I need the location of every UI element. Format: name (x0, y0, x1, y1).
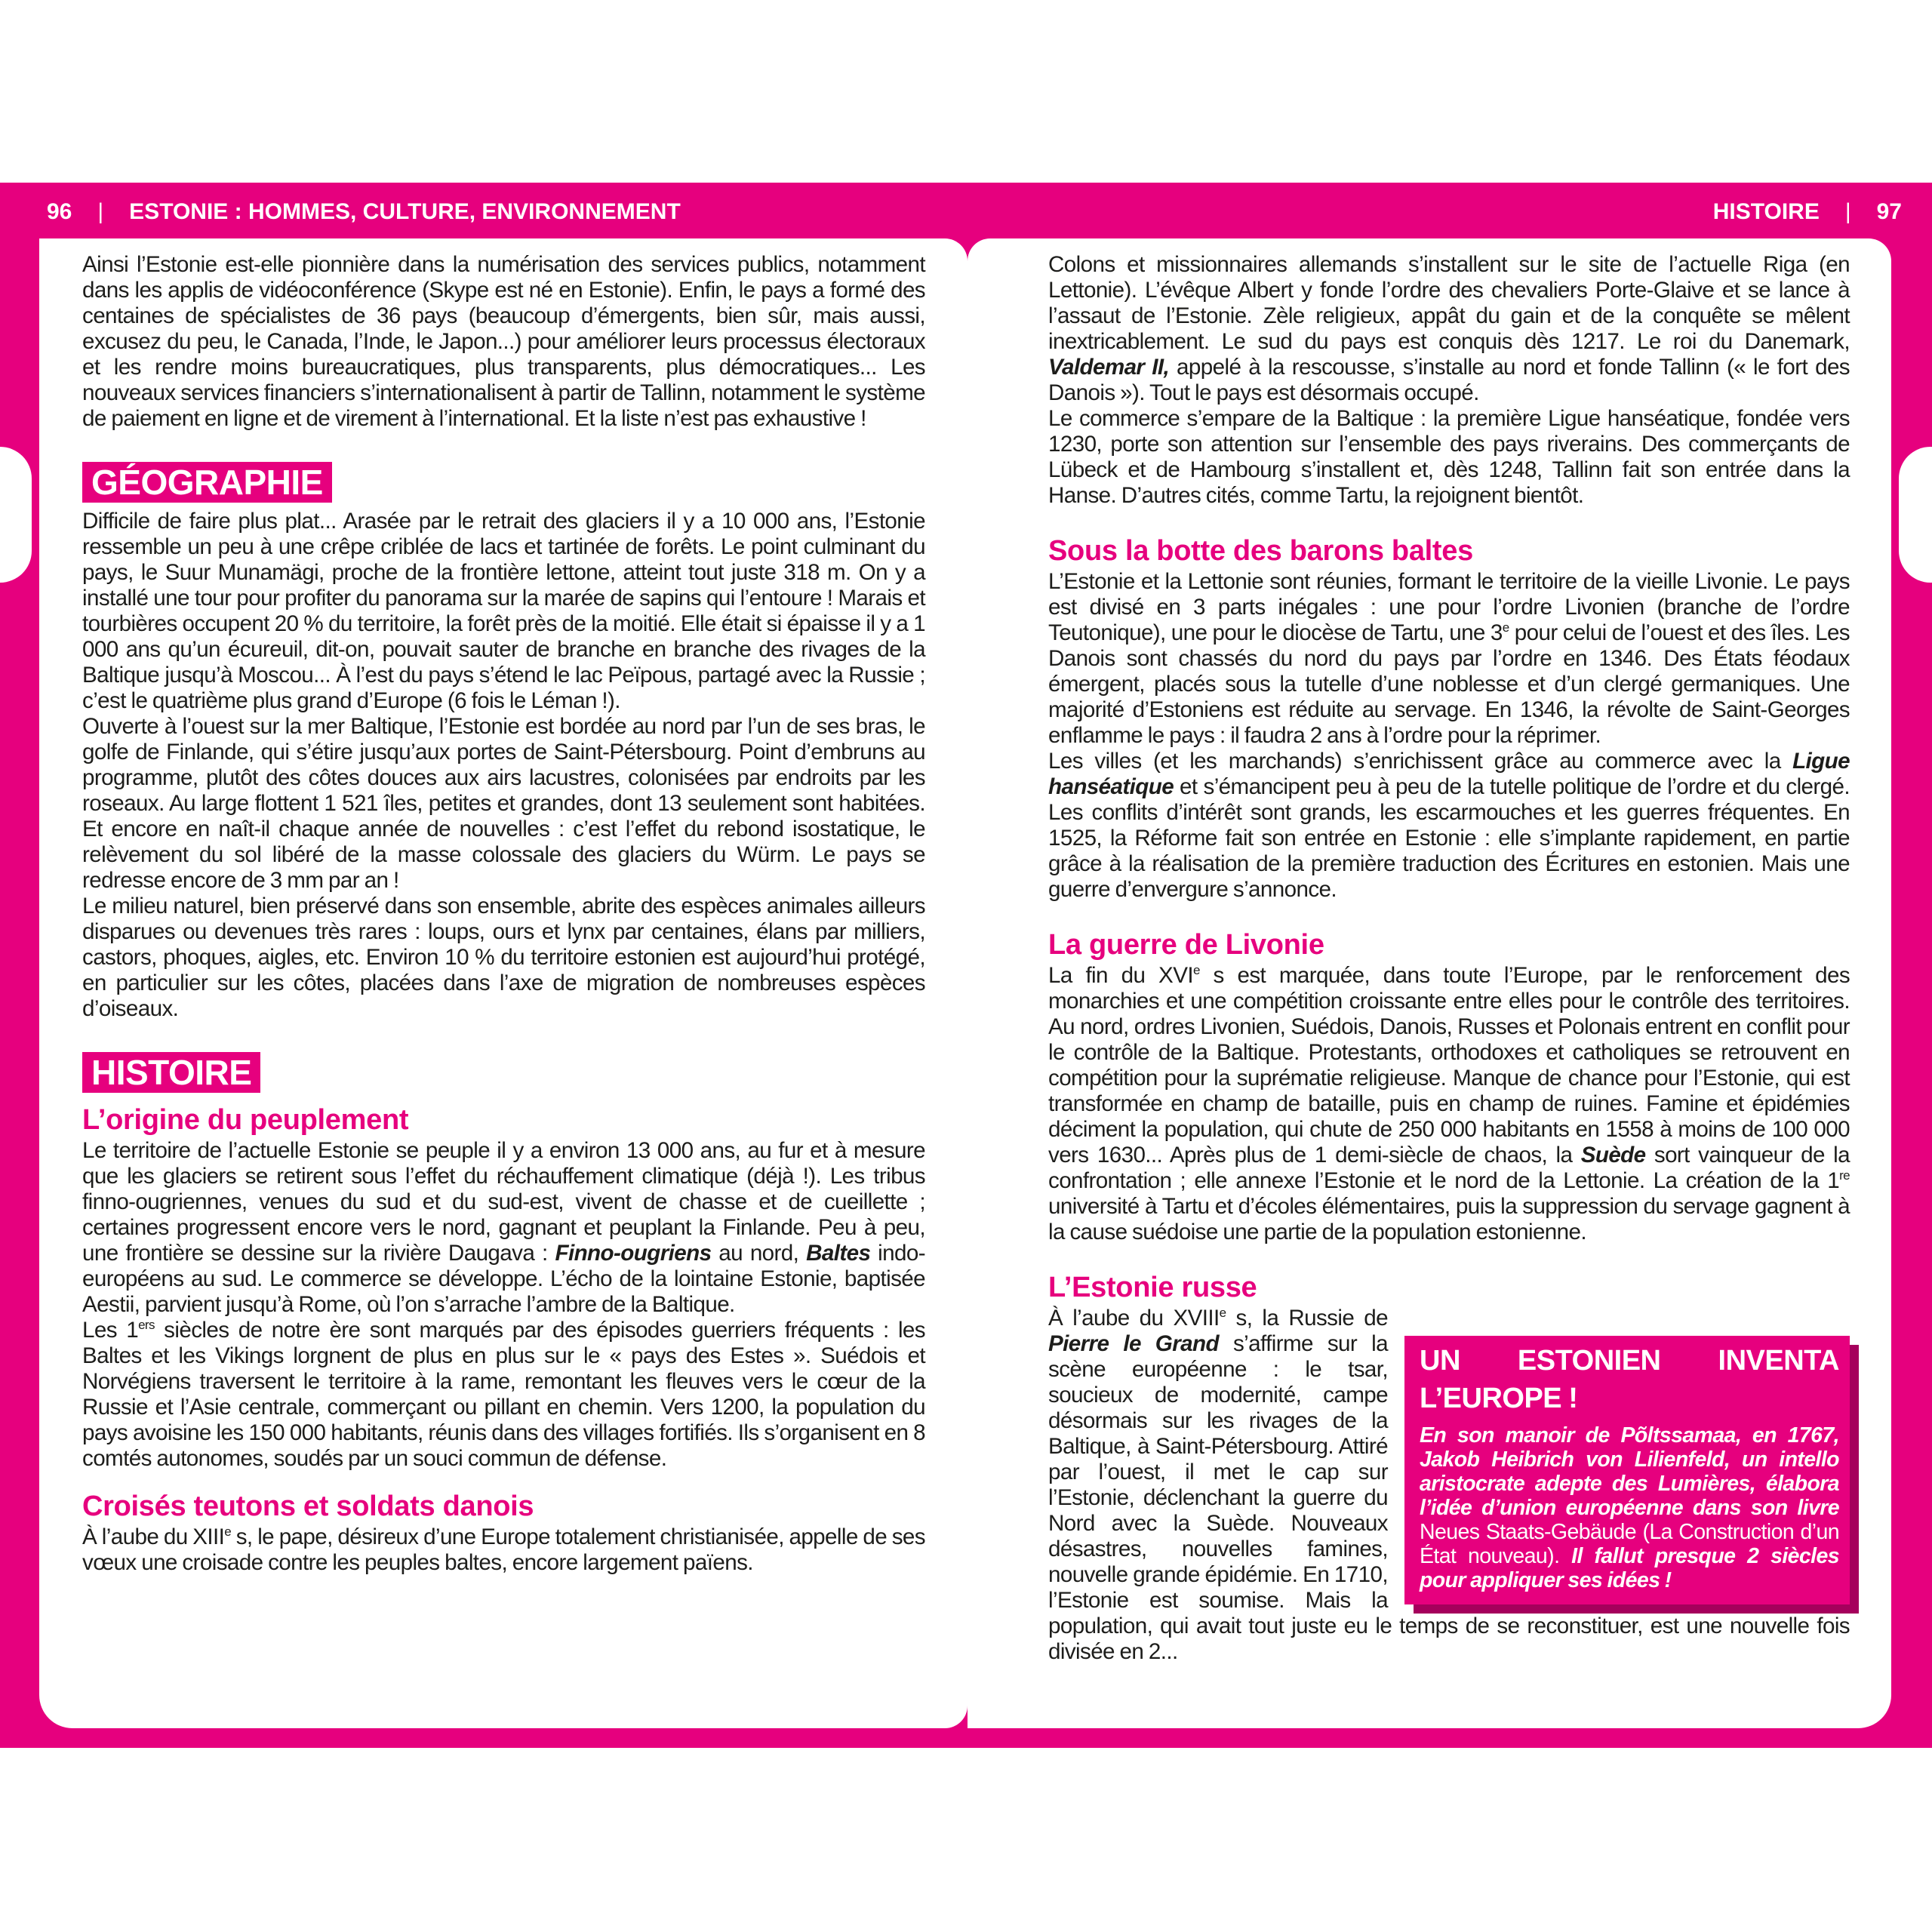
callout-inner (1404, 1336, 1850, 1604)
intro-paragraph: Ainsi l’Estonie est-elle pionnière dans la numérisation des services publics, notamment dans les applis de vidéoconférence (Skype est né en Estonie). Enfin, le pays a formé des centaines de spécialistes de 36 pays (beaucoup d’émergents, bien sûr, mais aussi, excusez du peu, le Canada, l’Inde, le Japon...) pour améliorer leurs processus électoraux et les rendre moins bureaucratiques, plus transparents, plus démocratiques... Les nouveaux services financiers s’internationalisent à partir de Tallinn, notamment le système de paiement en ligne et de virement à l’international. Et la liste n’est pas exhaustive ! (82, 252, 925, 431)
subheading-barons: Sous la botte des barons baltes (1048, 535, 1473, 567)
page-number-left: 96 (47, 199, 72, 224)
section-title-header: HISTOIRE (1712, 199, 1820, 224)
geo-paragraph-1: Difficile de faire plus plat... Arasée par le retrait des glaciers il y a 10 000 ans, l’Estonie ressemble un peu à une crêpe criblée de lacs et tartinée de forêts. Le point culminant du pays, le Suur Munamägi, proche de la frontière lettone, atteint tout juste 318 m. On y a installé une tour pour profiter du panorama sur la marée de sapins qui l’entoure ! Marais et tourbières occupent 20 % du territoire, la forêt près de la moitié. Elle était si épaisse il y a 1 000 ans qu’un écureuil, dit-on, pouvait sauter de branche en branche des rivages de la Baltique jusqu’à Moscou... À l’est du pays s’étend le lac Peïpous, partagé avec la Russie ; c’est le quatrième plus grand d’Europe (6 fois le Léman !). (82, 509, 925, 713)
section-heading-histoire: HISTOIRE (82, 1052, 260, 1093)
livonie-paragraph: La fin du XVIe s est marquée, dans toute l’Europe, par le renforcement des monarchies et une compétition croissante entre elles pour le contrôle des territoires. Au nord, ordres Livonien, Suédois, Danois, Russes et Polonais entrent en conflit pour le contrôle de la Baltique. Protestants, orthodoxes et catholiques se retrouvent en compétition pour la suprématie religieuse. Manque de chance pour l’Estonie, qui est transformée en champ de bataille, puis en champ de ruines. Famine et épidémies déciment la population, qui chute de 250 000 habitants en 1558 à moins de 100 000 vers 1630... Après plus de 1 demi-siècle de chaos, la Suède sort vainqueur de la confrontation ; elle annexe l’Estonie et le nord de la Lettonie. La création de la 1re université à Tartu et d’écoles élémentaires, puis la suppression du servage gagnent à la cause suédoise une partie de la population estonienne. (1048, 963, 1850, 1244)
croises-paragraph: À l’aube du XIIIe s, le pape, désireux d’une Europe totalement christianisée, appelle de ses vœux une croisade contre les peuples baltes, encore largement païens. (82, 1524, 925, 1575)
subheading-livonie: La guerre de Livonie (1048, 929, 1324, 961)
barons-paragraph-2: Les villes (et les marchands) s’enrichissent grâce au commerce avec la Ligue hanséatique et s’émancipent peu à peu de la tutelle politique de l’ordre et du clergé. Les conflits d’intérêt sont grands, les escarmouches et les guerres fréquentes. En 1525, la Réforme fait son entrée en Estonie : elle s’implante rapidement, en partie grâce à la réalisation de la première traduction des Écritures en estonien. Mais une guerre d’envergure s’annonce. (1048, 749, 1850, 902)
header-separator: | (97, 199, 104, 224)
geo-paragraph-3: Le milieu naturel, bien préservé dans son ensemble, abrite des espèces animales ailleurs disparues ou devenues très rares : loups, ours et lynx par centaines, élans par milliers, castors, phoques, aigles, etc. Environ 10 % du territoire estonien est aujourd’hui protégé, en particulier sur les côtes, placées dans l’axe de migration de nombreuses espèces d’oiseaux. (82, 894, 925, 1021)
subheading-estonie-russe: L’Estonie russe (1048, 1272, 1257, 1303)
callout-box (1404, 1336, 1850, 1604)
right-page (968, 238, 1891, 1728)
colons-paragraph: Colons et missionnaires allemands s’installent sur le site de l’actuelle Riga (en Lettonie). L’évêque Albert y fonde l’ordre des chevaliers Porte-Glaive et se lance à l’assaut de l’Estonie. Zèle religieux, appât du gain et de la conquête se mêlent inextricablement. Le sud du pays est conquis dès 1217. Le roi du Danemark, Valdemar II, appelé à la rescousse, s’installe au nord et fonde Tallinn (« le fort des Danois »). Tout le pays est désormais occupé. (1048, 252, 1850, 405)
russe-paragraph: UN ESTONIEN INVENTA L’EUROPE ! En son manoir de Põltssamaa, en 1767, Jakob Heibrich von Lilienfeld, un intello aristocrate adepte des Lumières, élabora l’idée d’union européenne dans son livre Neues Staats-Gebäude (La Construction d’un État nouveau). Il fallut presque 2 siècles pour appliquer ses idées ! À l’aube du XVIIIe s, la Russie de Pierre le Grand s’affirme sur la scène européenne : le tsar, soucieux de modernité, campe désormais sur les rivages de la Baltique, à Saint-Pétersbourg. Attiré par l’ouest, il met le cap sur l’Estonie, déclenchant la guerre du Nord avec la Suède. Nouveaux désastres, nouvelles famines, nouvelle grande épidémie. En 1710, l’Estonie est soumise. Mais la population, qui avait tout juste eu le temps de se reconstituer, est une nouvelle fois divisée en 2... (1048, 1306, 1850, 1665)
emphasis-baltes: Baltes (806, 1241, 871, 1266)
left-page (39, 238, 968, 1728)
geo-paragraph-2: Ouverte à l’ouest sur la mer Baltique, l’Estonie est bordée au nord par l’un de ses bras, le golfe de Finlande, qui s’étire jusqu’aux portes de Saint-Pétersbourg. Point d’embruns au programme, plutôt des côtes douces aux airs lacustres, colonisées par endroits par les roseaux. Au large flottent 1 521 îles, petites et grandes, dont 13 seulement sont habitées. Et encore en naît-il chaque année de nouvelles : c’est l’effet du rebond isostatique, le relèvement du sol libéré de la masse colossale des glaciers du Würm. Le pays se redresse encore de 3 mm par an ! (82, 714, 925, 893)
thumb-notch-left (0, 447, 32, 583)
emphasis-finno-ougriens: Finno-ougriens (555, 1241, 712, 1266)
emphasis-ligue-hanseatique: Ligue hanséatique (1048, 749, 1850, 799)
chapter-title: ESTONIE : HOMMES, CULTURE, ENVIRONNEMENT (129, 199, 681, 224)
emphasis-pierre-le-grand: Pierre le Grand (1048, 1331, 1219, 1356)
subheading-croises: Croisés teutons et soldats danois (82, 1491, 534, 1522)
origin-paragraph-2: Les 1ers siècles de notre ère sont marqués par des épisodes guerriers fréquents : les Baltes et les Vikings lorgnent de plus en plus sur le « pays des Estes ». Suédois et Norvégiens traversent le territoire à la rame, remontant les fleuves vers le cœur de la Russie et l’Asie centrale, commerçant ou pillant en chemin. Vers 1200, la population du pays avoisine les 150 000 habitants, réunis dans des villages fortifiés. Ils s’organisent en 8 comtés autonomes, soudés par un souci commun de défense. (82, 1318, 925, 1471)
left-column (82, 252, 925, 1576)
right-column (1048, 252, 1850, 1665)
header-separator: | (1844, 199, 1851, 224)
emphasis-suede: Suède (1580, 1143, 1646, 1168)
commerce-paragraph: Le commerce s’empare de la Baltique : la première Ligue hanséatique, fondée vers 1230, porte son attention sur l’ensemble des pays riverains. Des commerçants de Lübeck et de Hambourg s’installent et, dès 1248, Tallinn fait son entrée dans la Hanse. D’autres cités, comme Tartu, la rejoignent bientôt. (1048, 406, 1850, 508)
page-number-right: 97 (1876, 199, 1902, 224)
subheading-origine: L’origine du peuplement (82, 1104, 409, 1136)
barons-paragraph-1: L’Estonie et la Lettonie sont réunies, formant le territoire de la vieille Livonie. Le pays est divisé en 3 parts inégales : une pour l’ordre Livonien (branche de l’ordre Teutonique), une pour le diocèse de Tartu, une 3e pour celui de l’ouest et des îles. Les Danois sont chassés du nord du pays par l’ordre en 1346. Des États féodaux émergent, placés sous la tutelle d’une noblesse et d’un clergé germaniques. Une majorité d’Estoniens est réduite au servage. En 1346, la révolte de Saint-Georges enflamme le pays : il faudra 2 ans à l’ordre pour la réprimer. (1048, 569, 1850, 748)
running-header-left (47, 195, 681, 229)
section-heading-geographie: GÉOGRAPHIE (82, 462, 332, 503)
thumb-notch-right (1899, 447, 1932, 583)
running-header-right (1713, 195, 1902, 229)
callout-title: UN ESTONIEN INVENTA L’EUROPE ! (1420, 1345, 1839, 1414)
emphasis-valdemar: Valdemar II, (1048, 355, 1170, 380)
callout-body: En son manoir de Põltssamaa, en 1767, Jakob Heibrich von Lilienfeld, un intello aristocrate adepte des Lumières, élabora l’idée d’union européenne dans son livre Neues Staats-Gebäude (La Construction d’un État nouveau). Il fallut presque 2 siècles pour appliquer ses idées ! (1420, 1423, 1840, 1592)
origin-paragraph-1: Le territoire de l’actuelle Estonie se peuple il y a environ 13 000 ans, au fur et à mesure que les glaciers se retirent sous l’effet du réchauffement climatique (déjà !). Les tribus finno-ougriennes, venues du sud et du sud-est, vivent de chasse et de cueillette ; certaines progressent encore vers le nord, gagnant et peuplant la Finlande. Peu à peu, une frontière se dessine sur la rivière Daugava : Finno-ougriens au nord, Baltes indo-européens au sud. Le commerce se développe. L’écho de la lointaine Estonie, baptisée Aestii, parvient jusqu’à Rome, où l’on s’arrache l’ambre de la Baltique. (82, 1138, 925, 1317)
book-title: Neues Staats-Gebäude (1420, 1520, 1636, 1544)
